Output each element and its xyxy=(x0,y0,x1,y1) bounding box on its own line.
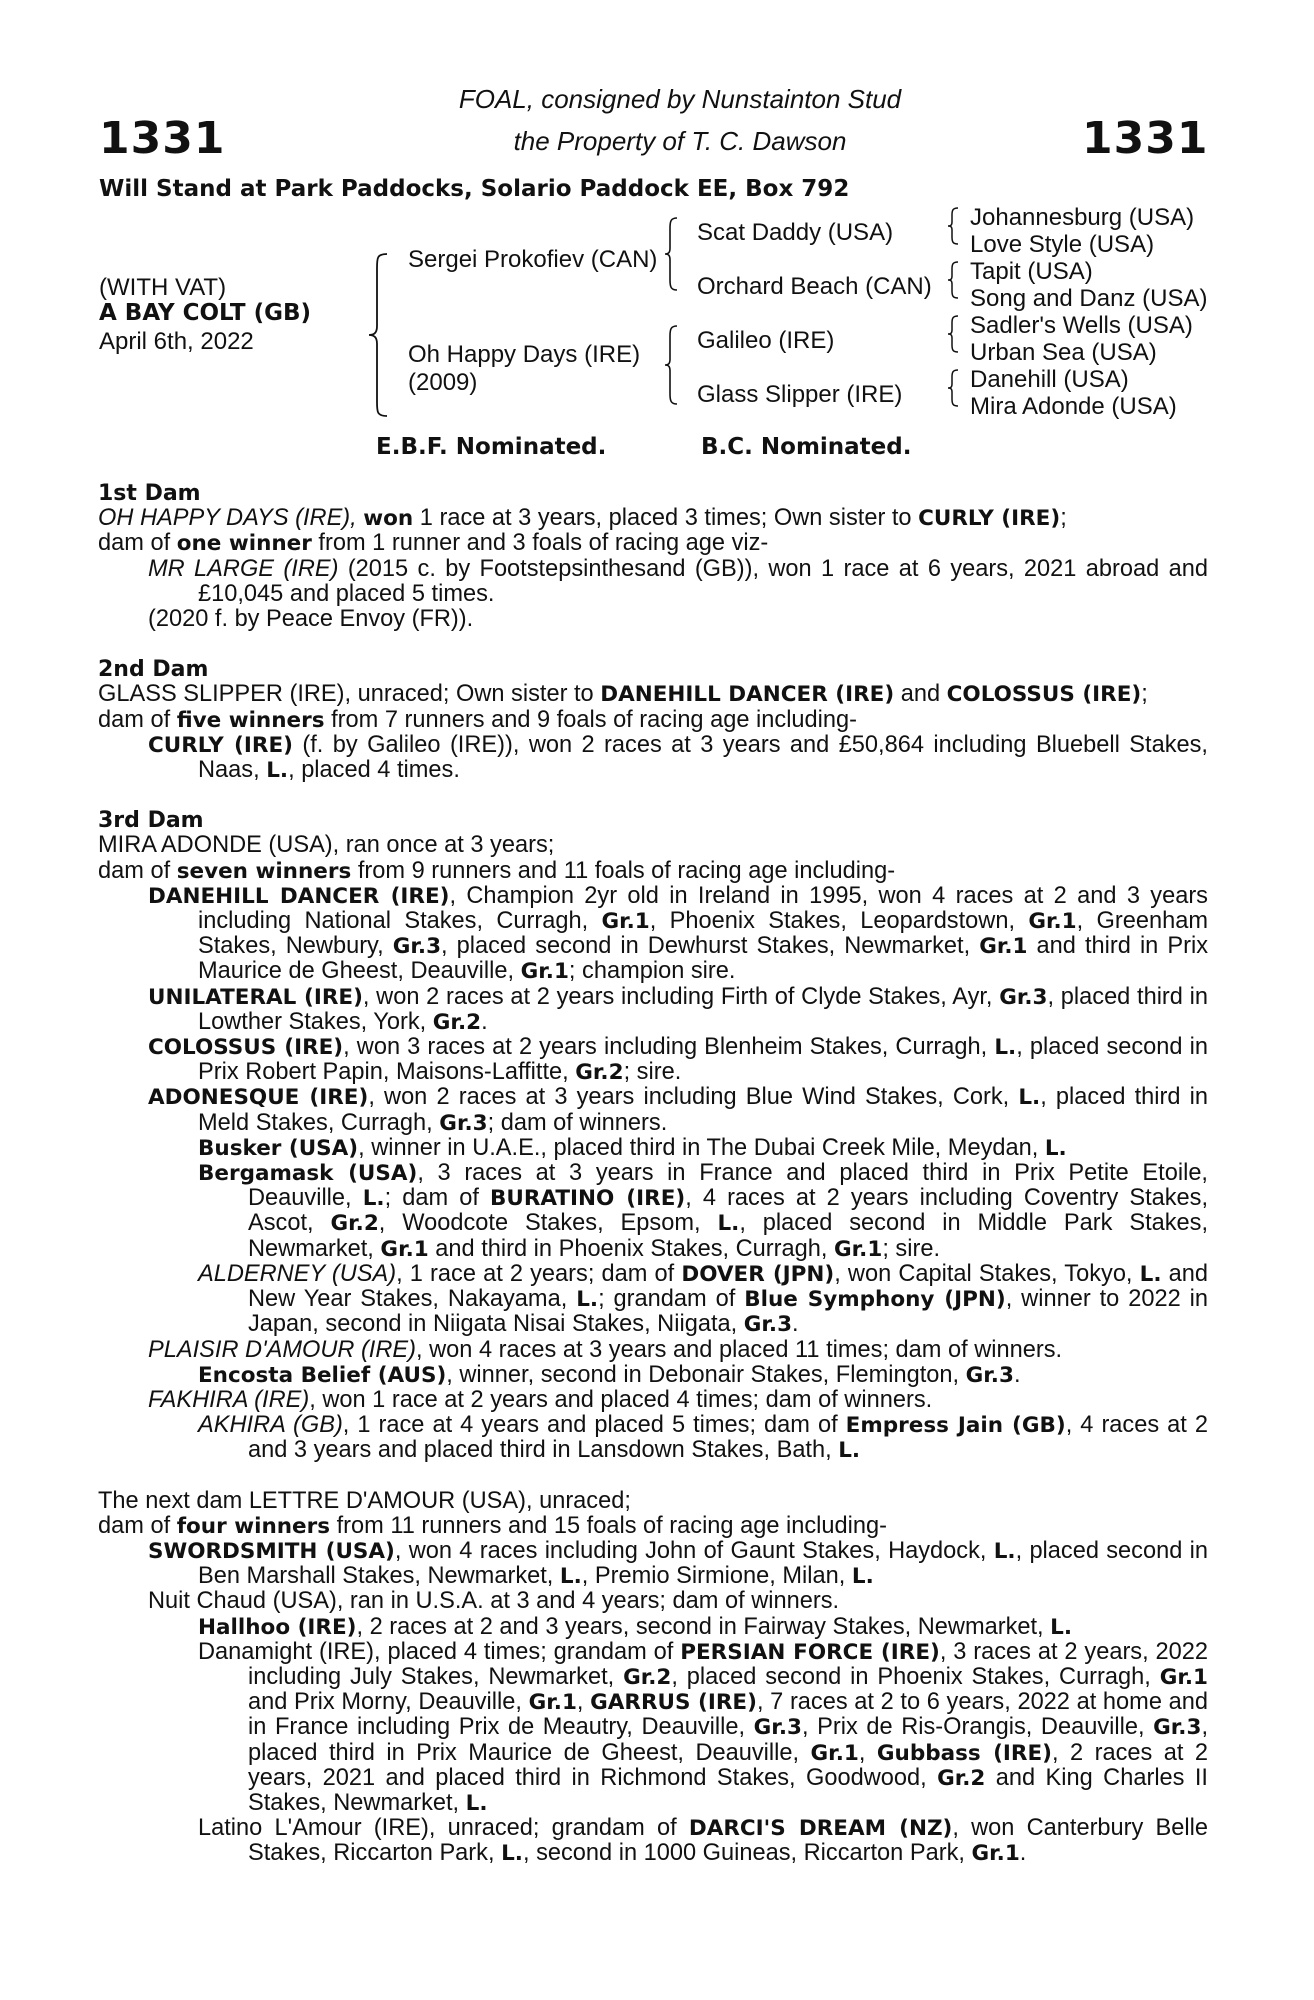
pedigree-sire-dam: Orchard Beach (CAN) xyxy=(697,273,932,300)
pedigree-dss: Sadler's Wells (USA) xyxy=(970,312,1193,339)
pedigree-dsd: Urban Sea (USA) xyxy=(970,339,1157,366)
pedigree-brace-ds xyxy=(946,314,962,354)
pedigree-brace-sire xyxy=(662,216,682,292)
pedigree-brace-dd xyxy=(946,368,962,408)
third-dam-line: MIRA ADONDE (USA), ran once at 3 years; xyxy=(98,832,555,859)
entry-encosta-belief: Encosta Belief (AUS), winner, second in Debonair Stakes, Flemington, Gr.3. xyxy=(198,1361,1021,1388)
pedigree-brace-ss xyxy=(946,206,962,246)
third-dam-produce-line: dam of seven winners from 9 runners and 11 foals of racing age including- xyxy=(98,857,896,884)
horse-name: A BAY COLT (GB) xyxy=(99,300,312,326)
third-dam-heading: 3rd Dam xyxy=(98,808,204,834)
second-dam-produce-line: dam of five winners from 7 runners and 9 foals of racing age including- xyxy=(98,706,858,733)
pedigree-dam: Oh Happy Days (IRE) xyxy=(408,341,641,368)
pedigree-sss: Johannesburg (USA) xyxy=(970,204,1195,231)
catalogue-body xyxy=(98,481,1208,1867)
pedigree-sire-sire: Scat Daddy (USA) xyxy=(697,219,894,246)
first-dam-line: OH HAPPY DAYS (IRE), won 1 race at 3 years, placed 3 times; Own sister to CURLY (IRE); xyxy=(98,505,1067,532)
property-line: the Property of T. C. Dawson xyxy=(513,126,847,156)
entry-unilateral: UNILATERAL (IRE), won 2 races at 2 years including Firth of Clyde Stakes, Ayr, Gr.3, placed third in Lowther Stakes, York, Gr.2. xyxy=(148,983,1208,1035)
entry-danehill-dancer: DANEHILL DANCER (IRE), Champion 2yr old in Ireland in 1995, won 4 races at 2 and 3 years including National Stakes, Curragh, Gr.1, Phoenix Stakes, Leopardstown, Gr.1, Greenham Stakes, Newbury, Gr.3, placed second in Dewhurst Stakes, Newmarket, Gr.1 and third in Prix Maurice de Gheest, Deauville, Gr.1; champion sire. xyxy=(148,882,1209,985)
first-dam-heading: 1st Dam xyxy=(98,481,201,506)
entry-2020-filly: (2020 f. by Peace Envoy (FR)). xyxy=(148,606,474,633)
entry-swordsmith: SWORDSMITH (USA), won 4 races including John of Gaunt Stakes, Haydock, L., placed second in Ben Marshall Stakes, Newmarket, L., Premio Sirmione, Milan, L. xyxy=(148,1537,1208,1590)
entry-colossus: COLOSSUS (IRE), won 3 races at 2 years including Blenheim Stakes, Curragh, L., placed second in Prix Robert Papin, Maisons-Laffitte, Gr.2; sire. xyxy=(148,1034,1208,1086)
ebf-nomination: E.B.F. Nominated. xyxy=(376,434,607,460)
second-dam-line: GLASS SLIPPER (IRE), unraced; Own sister to DANEHILL DANCER (IRE) and COLOSSUS (IRE); xyxy=(98,681,1148,708)
pedigree-ssd: Love Style (USA) xyxy=(970,231,1155,258)
pedigree-brace-sd xyxy=(946,260,962,300)
second-dam-heading: 2nd Dam xyxy=(98,657,209,683)
pedigree-brace-main xyxy=(365,252,395,418)
entry-danamight: Danamight (IRE), placed 4 times; grandam of PERSIAN FORCE (IRE), 3 races at 2 years, 2022 including July Stakes, Newmarket, Gr.2, placed second in Phoenix Stakes, Curragh, Gr.1 and Prix Morny, Deauville, Gr.1, GARRUS (IRE), 7 races at 2 to 6 years, 2022 at home and in France including Prix de Meautry, Deauville, Gr.3, Prix de Ris-Orangis, Deauville, Gr.3, placed third in Prix Maurice de Gheest, Deauville, Gr.1, Gubbass (IRE), 2 races at 2 years, 2021 and placed third in Richmond Stakes, Goodwood, Gr.2 and King Charles II Stakes, Newmarket, L. xyxy=(198,1638,1209,1816)
pedigree-sdd: Song and Danz (USA) xyxy=(970,285,1208,312)
vat-note: (WITH VAT) xyxy=(99,274,227,301)
entry-mr-large: MR LARGE (IRE) (2015 c. by Footstepsinthesand (GB)), won 1 race at 6 years, 2021 abroad and £10,045 and placed 5 times. xyxy=(148,555,1208,607)
entry-nuit-chaud: Nuit Chaud (USA), ran in U.S.A. at 3 and 4 years; dam of winners. xyxy=(148,1588,840,1615)
entry-fakhira: FAKHIRA (IRE), won 1 race at 2 years and placed 4 times; dam of winners. xyxy=(148,1386,933,1413)
entry-adonesque: ADONESQUE (IRE), won 2 races at 3 years including Blue Wind Stakes, Cork, L., placed third in Meld Stakes, Curragh, Gr.3; dam of winners. xyxy=(148,1084,1209,1136)
entry-curly: CURLY (IRE) (f. by Galileo (IRE)), won 2 races at 3 years and £50,864 including Bluebell Stakes, Naas, L., placed 4 times. xyxy=(148,731,1208,784)
lot-number-left: 1331 xyxy=(99,113,226,164)
pedigree-brace-dam xyxy=(662,324,682,406)
first-dam-produce-line: dam of one winner from 1 runner and 3 foals of racing age viz- xyxy=(98,530,769,557)
bc-nomination: B.C. Nominated. xyxy=(701,434,912,460)
pedigree-dam-year: (2009) xyxy=(408,369,478,396)
entry-bergamask: Bergamask (USA), 3 races at 3 years in France and placed third in Prix Petite Etoile, Deauville, L.; dam of BURATINO (IRE), 4 races at 2 years including Coventry Stakes, Ascot, Gr.2, Woodcote Stakes, Epsom, L., placed second in Middle Park Stakes, Newmarket, Gr.1 and third in Phoenix Stakes, Curragh, Gr.1; sire. xyxy=(198,1160,1209,1262)
consignor-line: FOAL, consigned by Nunstainton Stud xyxy=(458,84,902,114)
next-dam-line: The next dam LETTRE D'AMOUR (USA), unraced; xyxy=(98,1487,631,1514)
pedigree-ddd: Mira Adonde (USA) xyxy=(970,393,1177,420)
pedigree-dam-sire: Galileo (IRE) xyxy=(697,327,835,354)
pedigree-sds: Tapit (USA) xyxy=(970,258,1093,285)
lot-number-right: 1331 xyxy=(1082,113,1209,164)
pedigree-dam-dam: Glass Slipper (IRE) xyxy=(697,381,903,408)
pedigree-sire: Sergei Prokofiev (CAN) xyxy=(408,246,658,273)
entry-busker: Busker (USA), winner in U.A.E., placed third in The Dubai Creek Mile, Meydan, L. xyxy=(198,1134,1067,1161)
entry-alderney: ALDERNEY (USA), 1 race at 2 years; dam of DOVER (JPN), won Capital Stakes, Tokyo, L. and New Year Stakes, Nakayama, L.; grandam of Blue Symphony (JPN), winner to 2022 in Japan, second in Niigata Nisai Stakes, Niigata, Gr.3. xyxy=(198,1260,1208,1338)
foaling-date: April 6th, 2022 xyxy=(99,328,254,355)
entry-hallhoo: Hallhoo (IRE), 2 races at 2 and 3 years, second in Fairway Stakes, Newmarket, L. xyxy=(198,1613,1073,1640)
next-dam-produce-line: dam of four winners from 11 runners and 15 foals of racing age including- xyxy=(98,1512,888,1539)
pedigree-dds: Danehill (USA) xyxy=(970,366,1129,393)
entry-akhira: AKHIRA (GB), 1 race at 4 years and placed 5 times; dam of Empress Jain (GB), 4 races at 2 and 3 years and placed third in Lansdown Stakes, Bath, L. xyxy=(198,1412,1208,1464)
stand-location: Will Stand at Park Paddocks, Solario Paddock EE, Box 792 xyxy=(99,176,850,202)
entry-latino-lamour: Latino L'Amour (IRE), unraced; grandam of DARCI'S DREAM (NZ), won Canterbury Belle Stakes, Riccarton Park, L., second in 1000 Guineas, Riccarton Park, Gr.1. xyxy=(198,1815,1208,1867)
entry-plaisir-damour: PLAISIR D'AMOUR (IRE), won 4 races at 3 years and placed 11 times; dam of winners. xyxy=(148,1336,1063,1363)
